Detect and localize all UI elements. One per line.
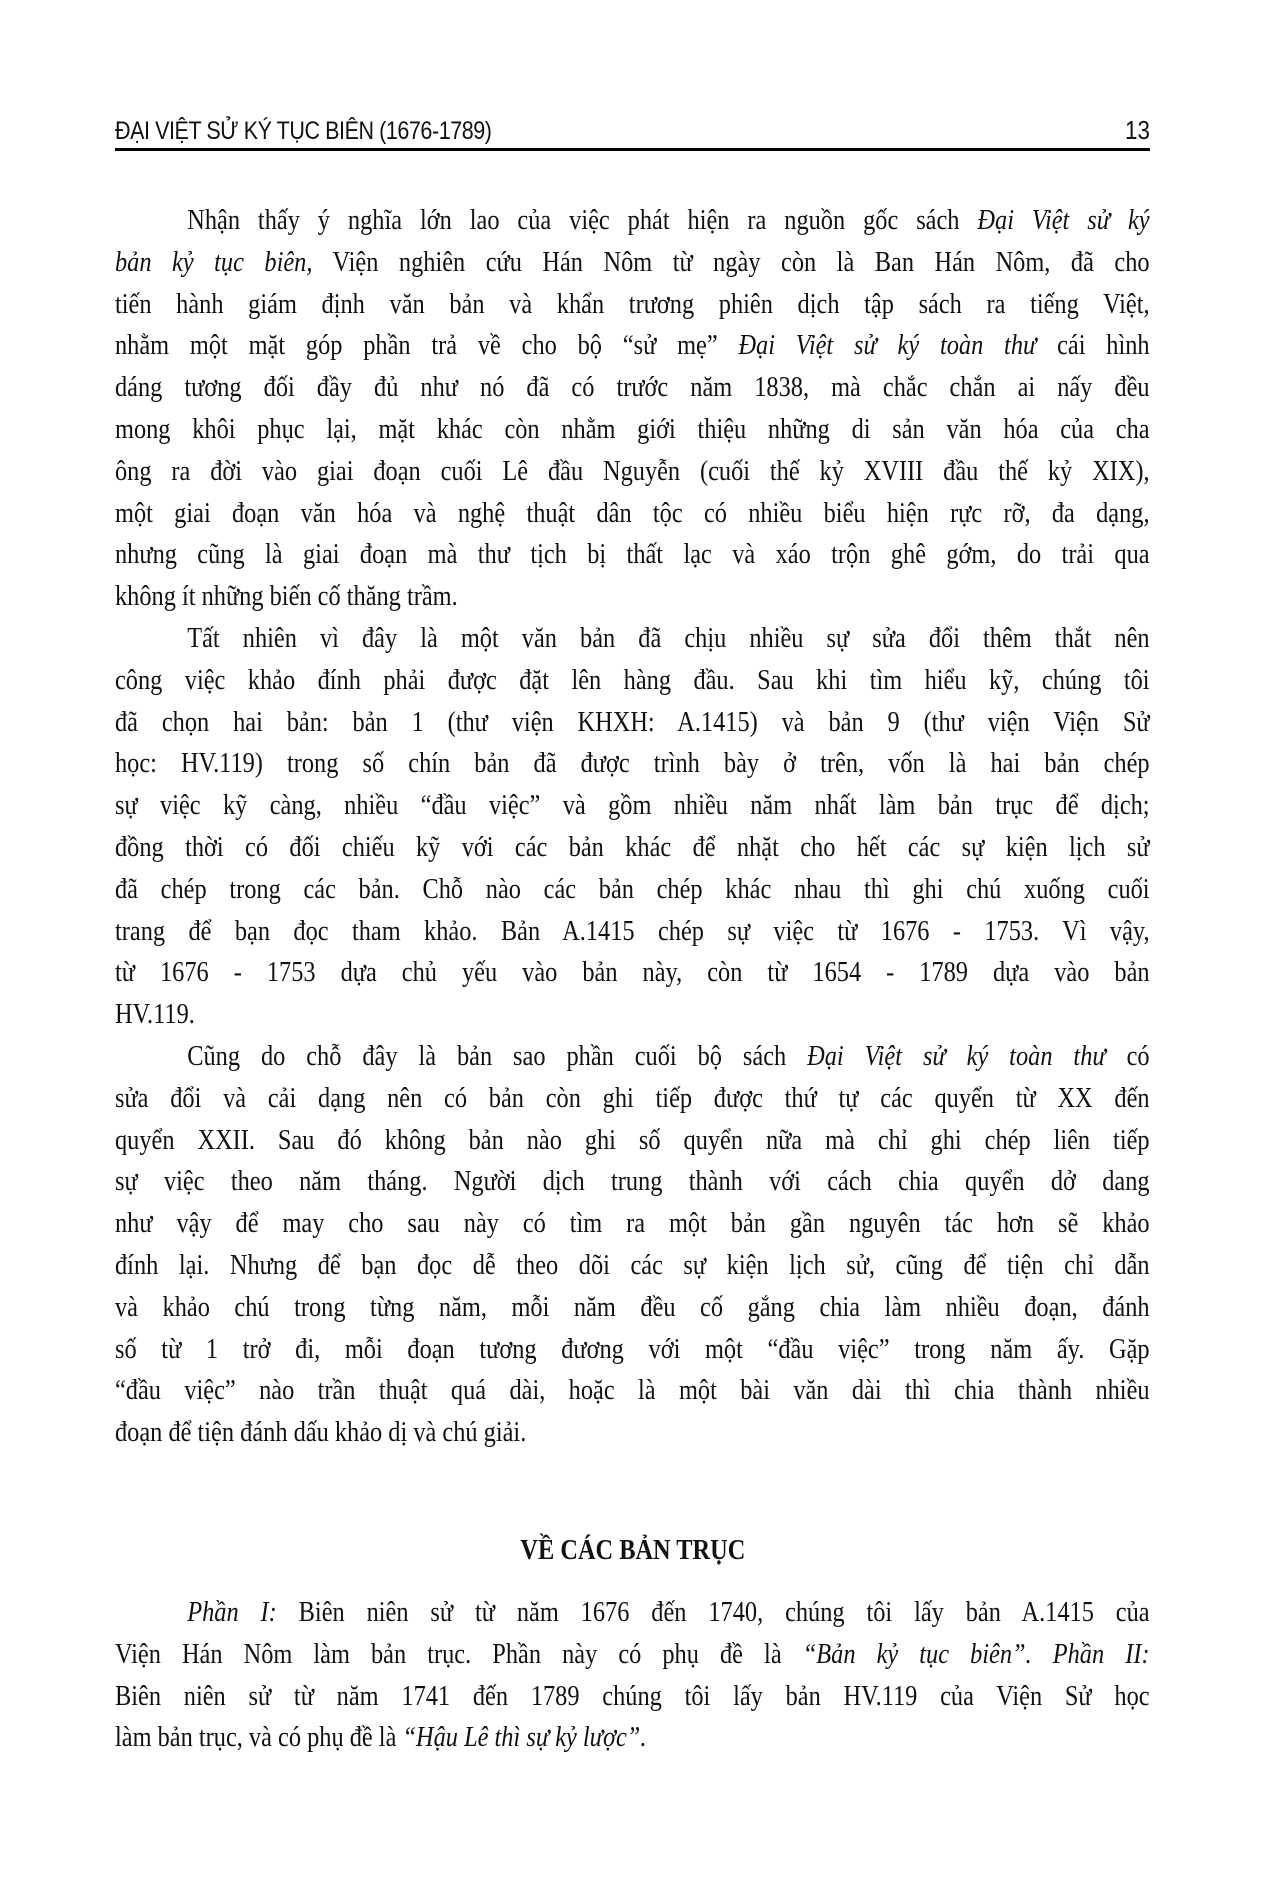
text-run: sửa đổi và cải dạng nên có bản còn ghi tiếp được thứ tự các quyển từ XX đến [115, 1081, 1150, 1114]
text-line [115, 1203, 1150, 1245]
text-run: dáng tương đối đầy đủ như nó đã có trước năm 1838, mà chắc chắn ai nấy đều [115, 371, 1150, 404]
text-line [115, 242, 1150, 284]
text-line [115, 1287, 1150, 1329]
text-run: như vậy để may cho sau này có tìm ra một bản gần nguyên tác hơn sẽ khảo [115, 1207, 1150, 1240]
text-line [115, 284, 1150, 326]
text-line [115, 576, 1150, 618]
text-line [115, 1412, 1150, 1454]
text-line [115, 1245, 1150, 1287]
text-line [115, 1676, 1150, 1718]
text-line [115, 952, 1150, 994]
text-run: Cũng do chỗ đây là bản sao phần cuối bộ sách [187, 1039, 808, 1072]
text-line [115, 451, 1150, 493]
text-run: một giai đoạn văn hóa và nghệ thuật dân tộc có nhiều biểu hiện rực rỡ, đa dạng, [115, 496, 1150, 529]
text-line [115, 618, 1150, 660]
italic-text: “Hậu Lê thì sự kỷ lược”. [402, 1721, 647, 1754]
text-run: làm bản trục, và có phụ đề là [115, 1721, 403, 1754]
text-run: ông ra đời vào giai đoạn cuối Lê đầu Nguyễn (cuối thế kỷ XVIII đầu thế kỷ XIX), [115, 454, 1150, 487]
text-line [115, 827, 1150, 869]
text-run: có [1105, 1039, 1150, 1072]
paragraph [115, 1592, 1150, 1759]
text-line [115, 1592, 1150, 1634]
text-run: học: HV.119) trong số chín bản đã được trình bày ở trên, vốn là hai bản chép [115, 747, 1150, 780]
text-run: từ 1676 - 1753 dựa chủ yếu vào bản này, còn từ 1654 - 1789 dựa vào bản [115, 956, 1150, 989]
text-line [115, 1161, 1150, 1203]
section-heading [115, 1528, 1150, 1572]
page-number: 13 [1125, 115, 1150, 145]
italic-text: Đại Việt sử ký toàn thư [807, 1039, 1106, 1072]
text-run: công việc khảo đính phải được đặt lên hàng đầu. Sau khi tìm hiểu kỹ, chúng tôi [115, 663, 1150, 696]
text-run: mong khôi phục lại, mặt khác còn nhằm giới thiệu những di sản văn hóa của cha [115, 412, 1150, 445]
text-run: nhằm một mặt góp phần trả về cho bộ “sử mẹ” [115, 329, 739, 362]
text-line [115, 1717, 1150, 1759]
text-run: Viện Hán Nôm làm bản trục. Phần này có phụ đề là [115, 1637, 803, 1670]
italic-text: Phần I: [187, 1596, 277, 1628]
text-run: trang để bạn đọc tham khảo. Bản A.1415 chép sự việc từ 1676 - 1753. Vì vậy, [115, 914, 1150, 947]
running-header [115, 110, 1150, 146]
text-run: quyển XXII. Sau đó không bản nào ghi số quyển nữa mà chỉ ghi chép liên tiếp [115, 1123, 1150, 1156]
italic-text: Đại Việt sử ký [977, 204, 1150, 236]
text-run: đoạn để tiện đánh dấu khảo dị và chú giải. [115, 1416, 527, 1449]
text-run: và khảo chú trong từng năm, mỗi năm đều cố gắng chia làm nhiều đoạn, đánh [115, 1290, 1150, 1323]
text-line [115, 1370, 1150, 1412]
italic-text: bản kỷ tục biên, [115, 245, 313, 278]
section-heading-text: VỀ CÁC BẢN TRỤC [520, 1534, 745, 1566]
text-line [115, 743, 1150, 785]
running-title: ĐẠI VIỆT SỬ KÝ TỤC BIÊN (1676-1789) [115, 117, 492, 145]
text-run: cái hình [1036, 329, 1150, 362]
italic-text: “Bản kỷ tục biên”. Phần II: [802, 1637, 1150, 1670]
text-line [115, 409, 1150, 451]
text-run: Biên niên sử từ năm 1741 đến 1789 chúng tôi lấy bản HV.119 của Viện Sử học [115, 1679, 1150, 1712]
text-line [115, 1329, 1150, 1371]
paragraph [115, 618, 1150, 1036]
text-run: Biên niên sử từ năm 1676 đến 1740, chúng tôi lấy bản A.1415 của [276, 1596, 1150, 1628]
body-text [115, 200, 1150, 1454]
text-line [115, 200, 1150, 242]
italic-text: Đại Việt sử ký toàn thư [738, 329, 1037, 362]
text-line [115, 911, 1150, 953]
text-run: không ít những biến cố thăng trầm. [115, 580, 458, 613]
text-line [115, 869, 1150, 911]
text-line [115, 1120, 1150, 1162]
text-line [115, 660, 1150, 702]
text-line [115, 534, 1150, 576]
text-line [115, 1036, 1150, 1078]
text-run: Tất nhiên vì đây là một văn bản đã chịu nhiều sự sửa đổi thêm thắt nên [187, 621, 1150, 654]
text-run: sự việc kỹ càng, nhiều “đầu việc” và gồm nhiều năm nhất làm bản trục để dịch; [115, 789, 1150, 822]
text-run: “đầu việc” nào trần thuật quá dài, hoặc là một bài văn dài thì chia thành nhiều [115, 1374, 1150, 1407]
paragraph [115, 1036, 1150, 1454]
text-line [115, 702, 1150, 744]
text-line [115, 325, 1150, 367]
text-run: đã chép trong các bản. Chỗ nào các bản chép khác nhau thì ghi chú xuống cuối [115, 872, 1150, 905]
text-run: nhưng cũng là giai đoạn mà thư tịch bị thất lạc và xáo trộn ghê gớm, do trải qua [115, 538, 1150, 571]
section-body-text [115, 1592, 1150, 1759]
text-run: số từ 1 trở đi, mỗi đoạn tương đương với một “đầu việc” trong năm ấy. Gặp [115, 1332, 1150, 1365]
header-rule [115, 148, 1150, 151]
text-line [115, 367, 1150, 409]
text-run: Nhận thấy ý nghĩa lớn lao của việc phát hiện ra nguồn gốc sách [187, 204, 978, 236]
text-run: đã chọn hai bản: bản 1 (thư viện KHXH: A.1415) và bản 9 (thư viện Viện Sử [115, 705, 1150, 738]
text-line [115, 493, 1150, 535]
text-run: tiến hành giám định văn bản và khẩn trương phiên dịch tập sách ra tiếng Việt, [115, 287, 1150, 320]
text-line [115, 1078, 1150, 1120]
text-run: đồng thời có đối chiếu kỹ với các bản khác để nhặt cho hết các sự kiện lịch sử [115, 830, 1150, 863]
text-line [115, 994, 1150, 1036]
text-run: Viện nghiên cứu Hán Nôm từ ngày còn là Ban Hán Nôm, đã cho [312, 245, 1150, 278]
text-line [115, 1634, 1150, 1676]
text-run: HV.119. [115, 998, 195, 1031]
text-line [115, 785, 1150, 827]
paragraph [115, 200, 1150, 618]
text-run: đính lại. Nhưng để bạn đọc dễ theo dõi các sự kiện lịch sử, cũng để tiện chỉ dẫn [115, 1248, 1150, 1281]
text-run: sự việc theo năm tháng. Người dịch trung thành với cách chia quyển dở dang [115, 1165, 1150, 1198]
